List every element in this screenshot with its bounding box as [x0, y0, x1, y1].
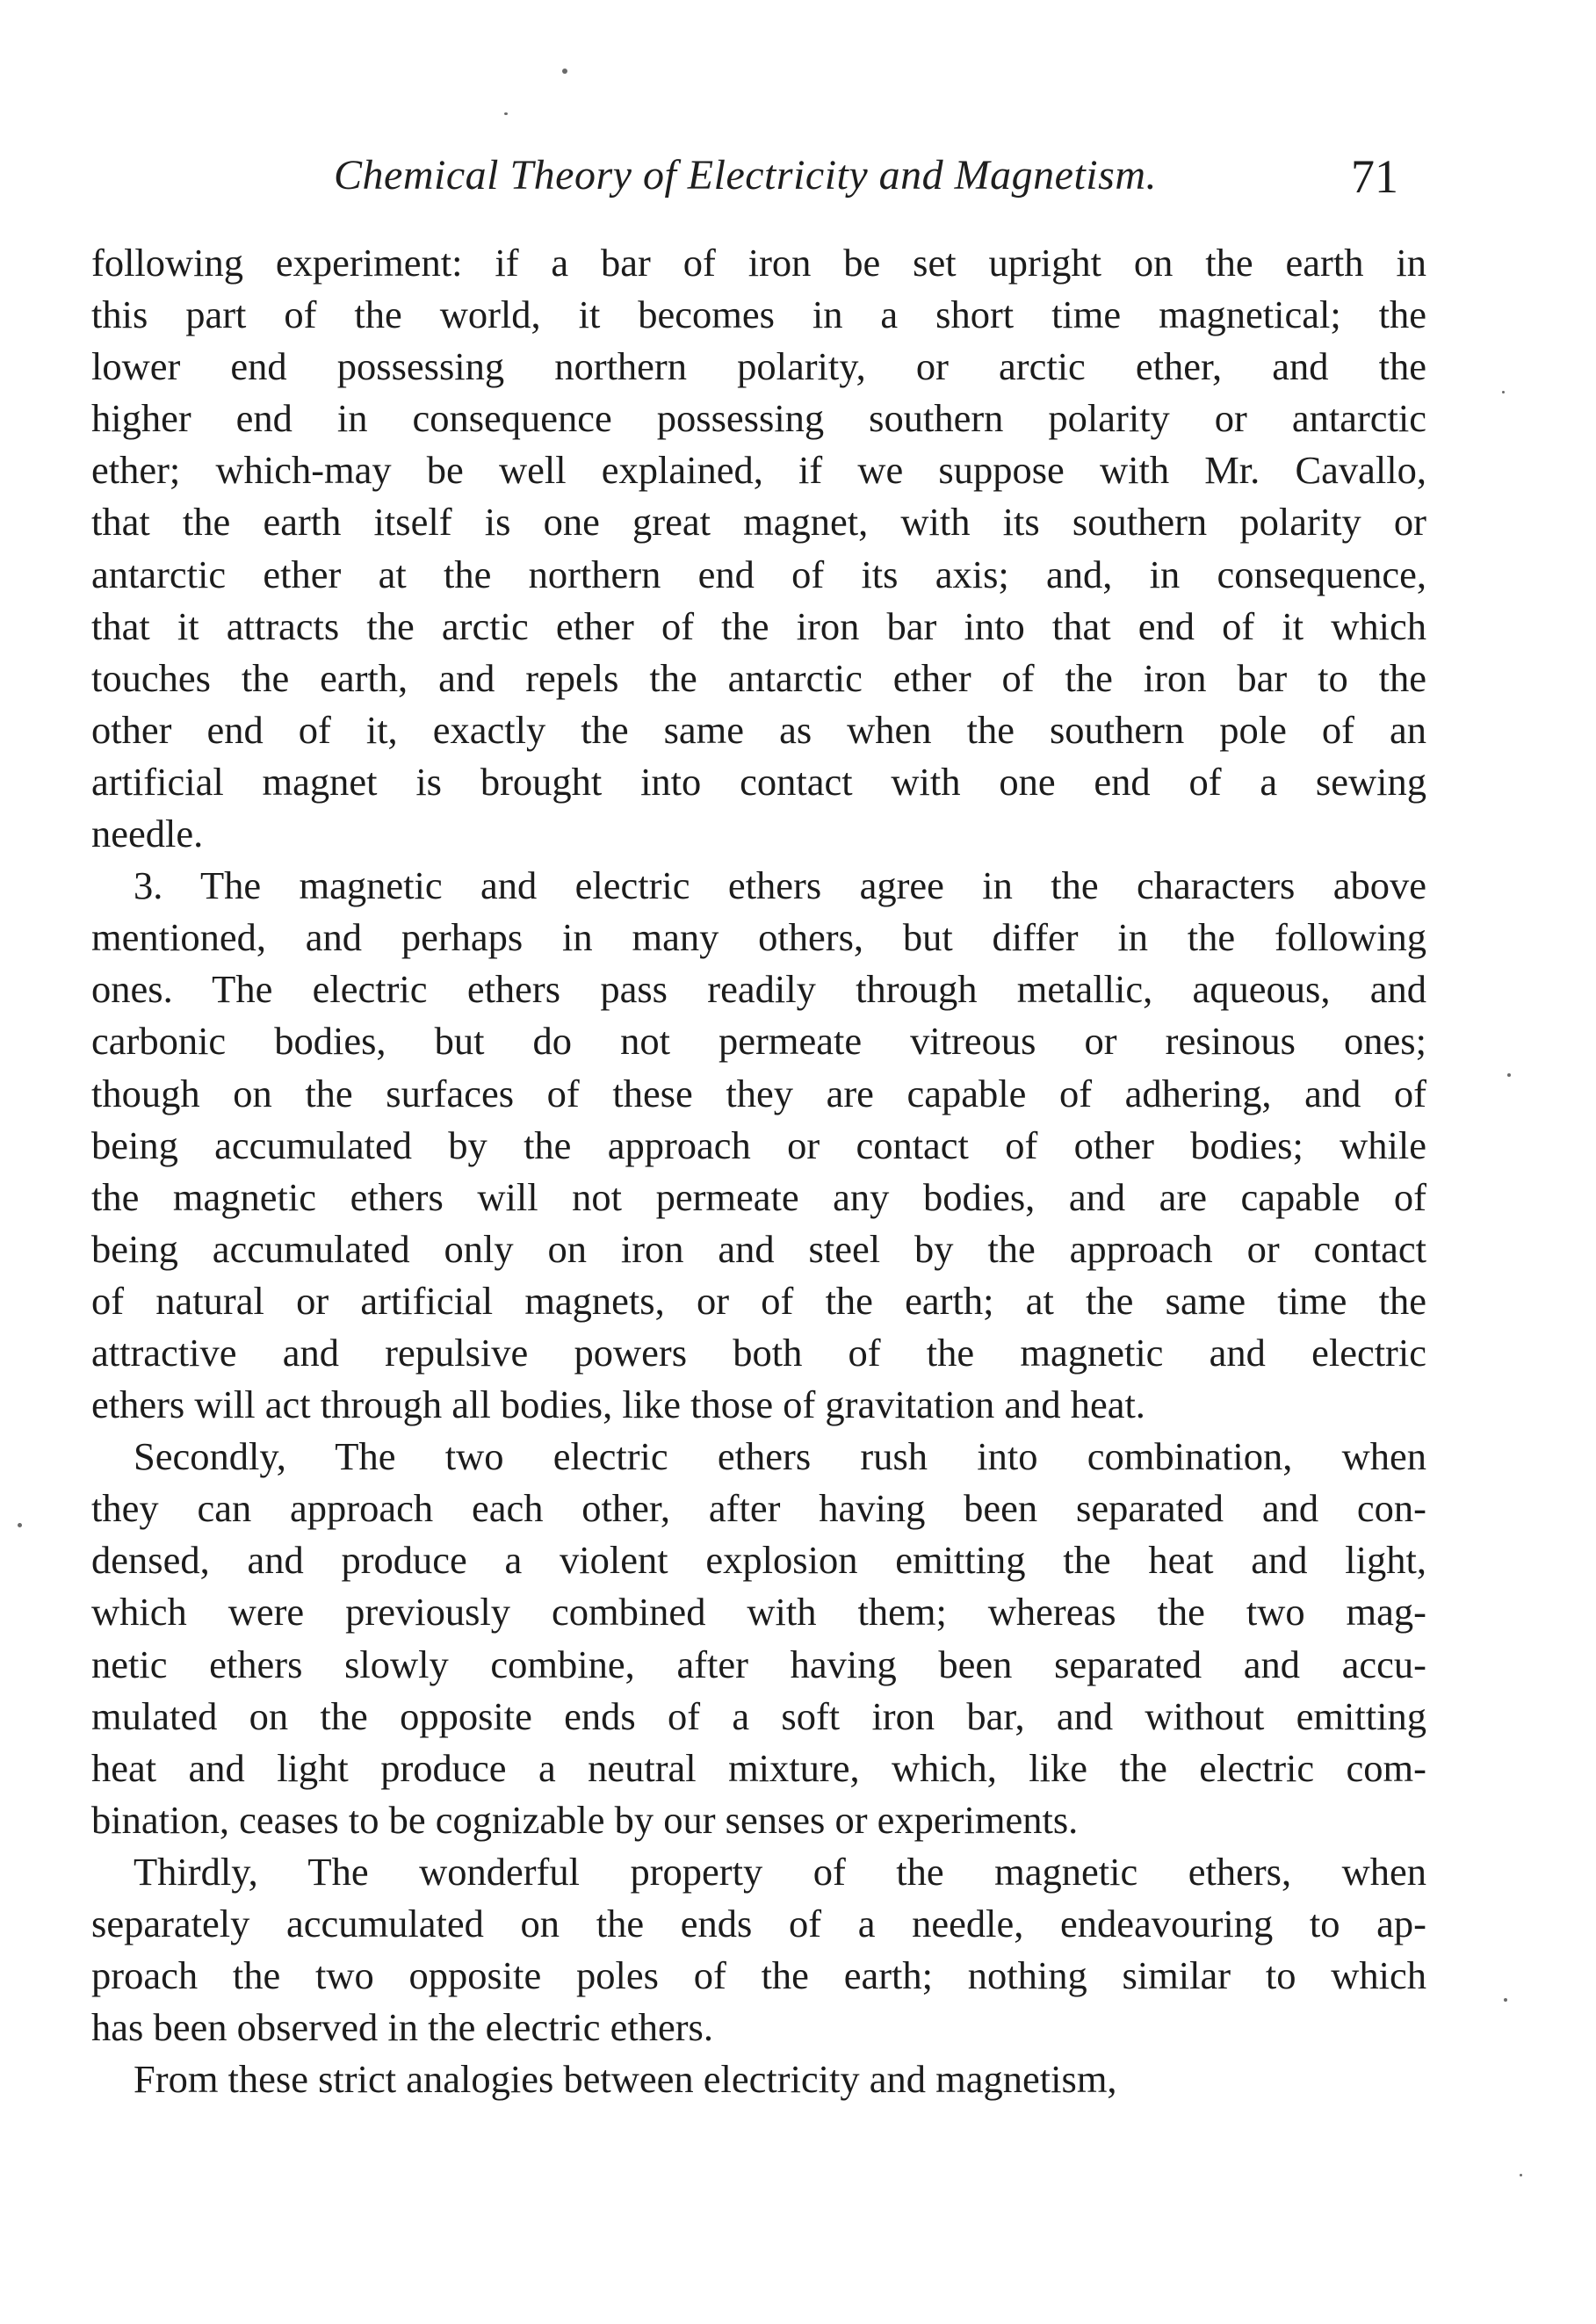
text-line: netic ethers slowly combine, after having been separated and accu-	[91, 1642, 1426, 1686]
text-line: Secondly, The two electric ethers rush into combination, when	[134, 1434, 1426, 1479]
text-line: though on the surfaces of these they are capable of adhering, and of	[91, 1071, 1426, 1115]
text-line: higher end in consequence possessing southern polarity or antarctic	[91, 396, 1426, 441]
text-line: attractive and repulsive powers both of the magnetic and electric	[91, 1330, 1426, 1375]
text-line: needle.	[91, 812, 204, 856]
scan-speck	[1507, 1073, 1511, 1077]
text-line: From these strict analogies between electricity and magnetism,	[134, 2057, 1117, 2102]
text-line: following experiment: if a bar of iron be set upright on the earth in	[91, 241, 1426, 285]
text-line: that the earth itself is one great magnet, with its southern polarity or	[91, 500, 1426, 545]
text-line: antarctic ether at the northern end of its axis; and, in consequence,	[91, 552, 1426, 596]
text-line: artificial magnet is brought into contact with one end of a sewing	[91, 759, 1426, 804]
running-head-title: Chemical Theory of Electricity and Magnetism.	[334, 152, 1157, 198]
scan-speck	[1504, 1998, 1507, 2002]
page-number: 71	[1351, 150, 1398, 203]
text-line: bination, ceases to be cognizable by our senses or experiments.	[91, 1797, 1079, 1842]
text-line: lower end possessing northern polarity, or arctic ether, and the	[91, 344, 1426, 389]
text-line: ethers will act through all bodies, like those of gravitation and heat.	[91, 1382, 1145, 1427]
text-line: which were previously combined with them; whereas the two mag-	[91, 1590, 1426, 1635]
text-line: being accumulated only on iron and steel by the approach or contact	[91, 1226, 1426, 1271]
text-line: separately accumulated on the ends of a needle, endeavouring to ap-	[91, 1902, 1426, 1945]
text-line: this part of the world, it becomes in a short time magnetical; the	[91, 292, 1426, 337]
text-line: mentioned, and perhaps in many others, but differ in the following	[91, 915, 1426, 960]
text-line: densed, and produce a violent explosion emitting the heat and light,	[91, 1538, 1426, 1583]
text-line: 3. The magnetic and electric ethers agree in the characters above	[134, 863, 1426, 908]
scan-speck	[1502, 391, 1505, 393]
text-line: proach the two opposite poles of the earth; nothing similar to which	[91, 1953, 1426, 1998]
text-line: they can approach each other, after having been separated and con-	[91, 1486, 1426, 1531]
body-text	[91, 237, 1426, 2105]
scan-speck	[1520, 2174, 1522, 2176]
text-line: that it attracts the arctic ether of the iron bar into that end of it which	[91, 603, 1426, 648]
text-line: other end of it, exactly the same as when the southern pole of an	[91, 707, 1426, 752]
text-line: ether; which-may be well explained, if we suppose with Mr. Cavallo,	[91, 448, 1426, 493]
text-line: mulated on the opposite ends of a soft iron bar, and without emitting	[91, 1693, 1426, 1738]
text-line: has been observed in the electric ethers.	[91, 2005, 713, 2050]
text-line: ones. The electric ethers pass readily through metallic, aqueous, and	[91, 967, 1426, 1012]
text-line: being accumulated by the approach or contact of other bodies; while	[91, 1122, 1426, 1167]
text-line: the magnetic ethers will not permeate any bodies, and are capable of	[91, 1174, 1426, 1219]
scan-speck	[18, 1523, 22, 1527]
text-line: Thirdly, The wonderful property of the magnetic ethers, when	[134, 1849, 1426, 1894]
text-line: heat and light produce a neutral mixture, which, like the electric com-	[91, 1745, 1426, 1790]
text-line: carbonic bodies, but do not permeate vitreous or resinous ones;	[91, 1019, 1426, 1064]
scan-speck	[504, 112, 508, 115]
text-line: of natural or artificial magnets, or of the earth; at the same time the	[91, 1278, 1426, 1323]
scan-speck	[562, 69, 567, 74]
text-line: touches the earth, and repels the antarctic ether of the iron bar to the	[91, 655, 1426, 700]
